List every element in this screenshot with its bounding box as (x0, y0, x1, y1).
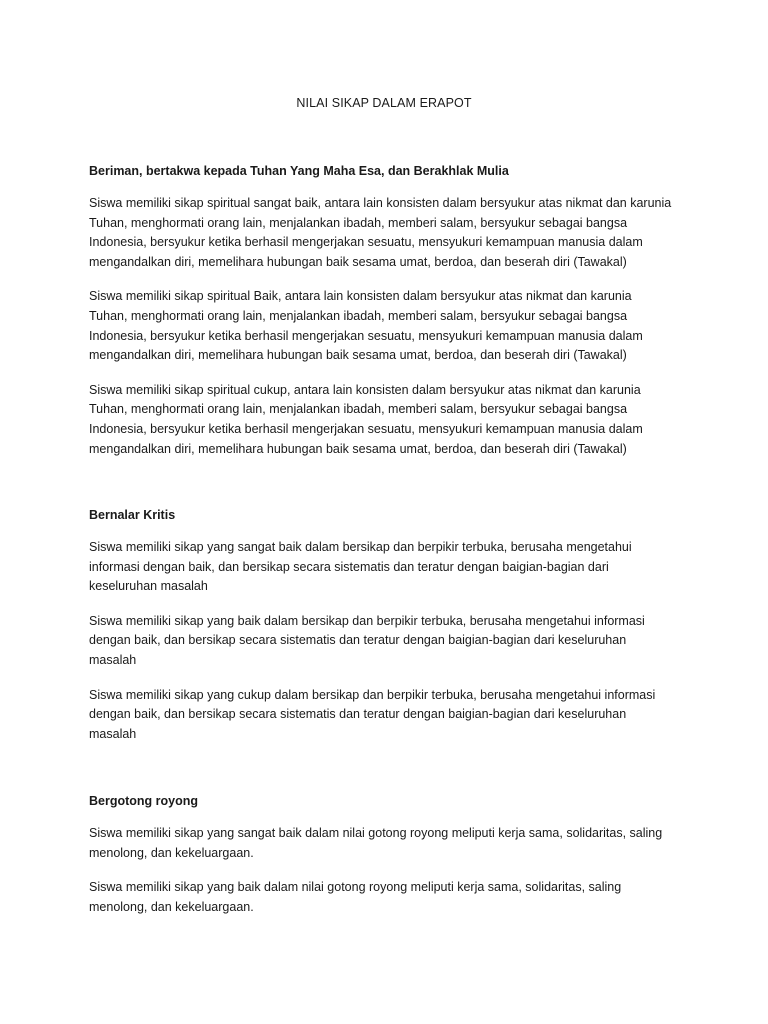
paragraph-line: informasi dengan baik, dan bersikap secara sistematis dan teratur dengan baigian-bagian dari (89, 559, 609, 574)
paragraph-line: Indonesia, bersyukur ketika berhasil mengerjakan sesuatu, mensyukuri kemampuan manusia dalam (89, 328, 643, 343)
paragraph-line: Indonesia, bersyukur ketika berhasil mengerjakan sesuatu, mensyukuri kemampuan manusia dalam (89, 421, 643, 436)
paragraph-line: mengandalkan diri, memelihara hubungan baik sesama umat, berdoa, dan beserah diri (Tawakal) (89, 441, 627, 456)
paragraph-line: Siswa memiliki sikap spiritual Baik, antara lain konsisten dalam bersyukur atas nikmat dan karunia (89, 289, 632, 304)
section-heading: Beriman, bertakwa kepada Tuhan Yang Maha Esa, dan Berakhlak Mulia (89, 164, 509, 178)
paragraph-line: masalah (89, 726, 137, 741)
paragraph (89, 824, 689, 863)
paragraph-line: Siswa memiliki sikap spiritual sangat baik, antara lain konsisten dalam bersyukur atas nikmat dan karunia (89, 196, 672, 210)
paragraph-line: Siswa memiliki sikap yang baik dalam bersikap dan berpikir terbuka, berusaha mengetahui informasi (89, 613, 645, 628)
section-bergotong-royong (89, 793, 689, 932)
paragraph-line: mengandalkan diri, memelihara hubungan baik sesama umat, berdoa, dan beserah diri (Tawakal) (89, 348, 627, 363)
document-title: NILAI SIKAP DALAM ERAPOT (296, 96, 472, 110)
paragraph-line: Siswa memiliki sikap spiritual cukup, antara lain konsisten dalam bersyukur atas nikmat dan karunia (89, 382, 641, 397)
paragraph (89, 612, 689, 671)
paragraph-line: Siswa memiliki sikap yang cukup dalam bersikap dan berpikir terbuka, berusaha mengetahui informasi (89, 687, 656, 702)
section-heading: Bernalar Kritis (89, 508, 176, 522)
paragraph (89, 878, 689, 917)
paragraph-line: Siswa memiliki sikap yang sangat baik dalam nilai gotong royong meliputi kerja sama, solidaritas, saling (89, 826, 663, 840)
paragraph-line: menolong, dan kekeluargaan. (89, 845, 254, 860)
paragraph-line: mengandalkan diri, memelihara hubungan baik sesama umat, berdoa, dan beserah diri (Tawakal) (89, 254, 627, 269)
paragraph-line: Siswa memiliki sikap yang baik dalam nilai gotong royong meliputi kerja sama, solidaritas, saling (89, 880, 622, 895)
paragraph-line: Tuhan, menghormati orang lain, menjalankan ibadah, memberi salam, bersyukur sebagai bangsa (89, 308, 628, 323)
paragraph-line: dengan baik, dan bersikap secara sistematis dan teratur dengan baigian-bagian dari keseluruhan (89, 633, 627, 648)
paragraph-line: masalah (89, 652, 137, 667)
paragraph (89, 194, 689, 272)
section-heading: Bergotong royong (89, 794, 199, 808)
paragraph-line: Tuhan, menghormati orang lain, menjalankan ibadah, memberi salam, bersyukur sebagai bangsa (89, 402, 628, 417)
section-bernalar-kritis (89, 507, 689, 759)
paragraph-line: dengan baik, dan bersikap secara sistematis dan teratur dengan baigian-bagian dari keseluruhan (89, 707, 627, 722)
section-beriman (89, 163, 689, 474)
paragraph (89, 381, 689, 459)
paragraph-line: Tuhan, menghormati orang lain, menjalankan ibadah, memberi salam, bersyukur sebagai bangsa (89, 215, 628, 230)
paragraph (89, 538, 689, 597)
paragraph-line: keseluruhan masalah (89, 579, 208, 594)
paragraph-line: menolong, dan kekeluargaan. (89, 899, 254, 914)
paragraph (89, 287, 689, 365)
paragraph-line: Indonesia, bersyukur ketika berhasil mengerjakan sesuatu, mensyukuri kemampuan manusia dalam (89, 235, 643, 250)
paragraph-line: Siswa memiliki sikap yang sangat baik dalam bersikap dan berpikir terbuka, berusaha mengetahui (89, 540, 632, 554)
paragraph (89, 686, 689, 745)
